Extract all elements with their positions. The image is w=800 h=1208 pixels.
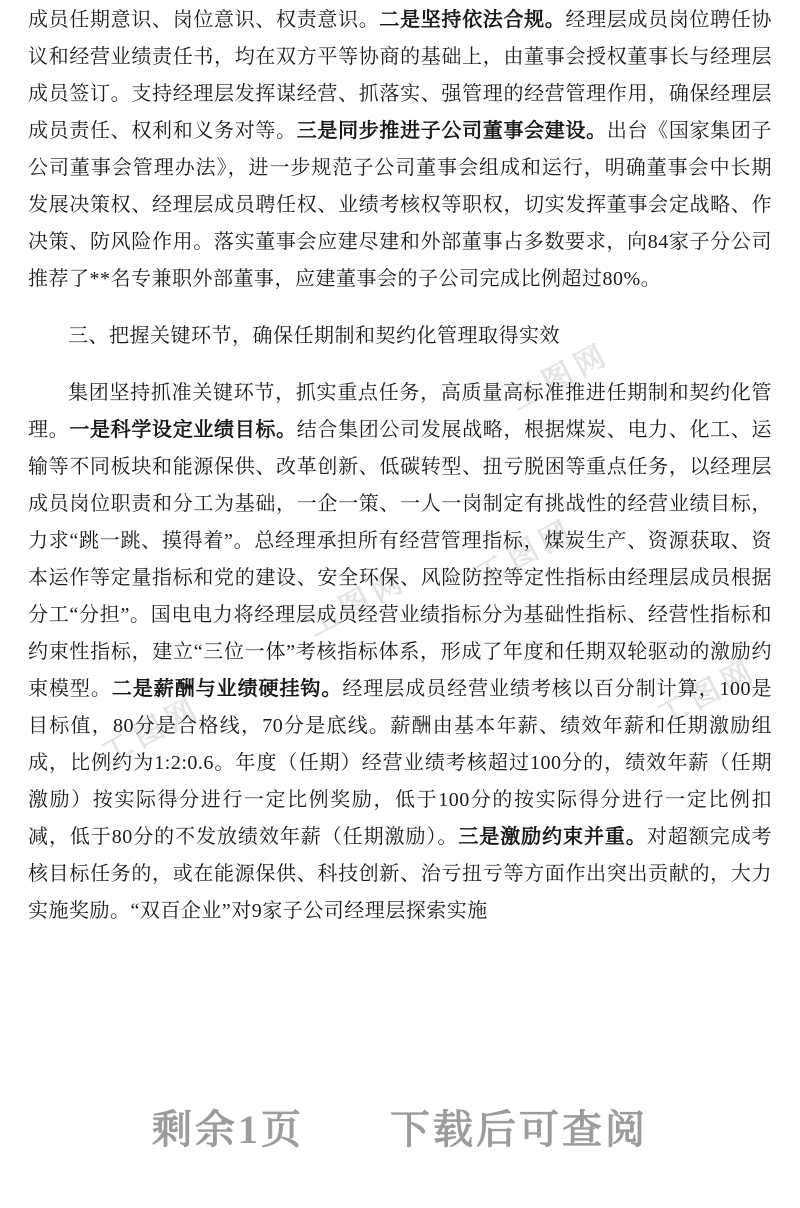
text-segment: 出台《国家集团子公司董事会管理办法》，进一步规范子公司董事会组成和运行，明确董事会中长期发展决策权、经理层成员聘任权、业绩考核权等职权，切实发挥董事会定战略、作决策、防风险作用。落实董事会应建尽建和外部董事占多数要求，向84家子分公司推荐了**名专兼职外部董事，应建董事会的子公司完成比例超过80%。 <box>28 120 773 290</box>
watermark: 工图网 <box>652 653 764 734</box>
text-segment-bold: 一是科学设定业绩目标。 <box>69 419 297 441</box>
paragraph <box>28 375 772 930</box>
download-hint-label: 下载后可查阅 <box>390 1107 648 1152</box>
text-segment-bold: 二是薪酬与业绩硬挂钩。 <box>111 678 343 700</box>
text-segment-bold: 三是同步推进子公司董事会建设。 <box>296 120 607 142</box>
watermark: 工图网 <box>470 513 582 594</box>
watermark: 工图网 <box>505 337 617 418</box>
text-segment: 结合集团公司发展战略，根据煤炭、电力、化工、运输等不同板块和能源保供、改革创新、低碳转型、扭亏脱困等重点任务，以经理层成员岗位职责和分工为基础，一企一策、一人一岗制定有挑战性的经营业绩目标，力求“跳一跳、摸得着”。总经理承担所有经营管理指标，煤炭生产、资源获取、资本运作等定量指标和党的建设、安全环保、风险防控等定性指标由经理层成员根据分工“分担”。国电电力将经理层成员经营业绩指标分为基础性指标、经营性指标和约束性指标，建立“三位一体”考核指标体系，形成了年度和任期双轮驱动的激励约束模型。 <box>28 419 773 700</box>
text-segment: 经理层成员岗位聘任协议和经营业绩责任书，均在双方平等协商的基础上，由董事会授权董事长与经理层成员签订。支持经理层发挥谋经营、抓落实、强管理的经营管理作用，确保经理层成员责任、权利和义务对等。 <box>28 9 773 142</box>
text-segment-bold: 二是坚持依法合规。 <box>379 9 566 31</box>
paragraph <box>28 2 772 298</box>
text-segment: 三、把握关键环节，确保任期制和契约化管理取得实效 <box>68 325 560 347</box>
text-segment: 对超额完成考核目标任务的，或在能源保供、科技创新、治亏扭亏等方面作出突出贡献的，大力实施奖励。“双百企业”对9家子公司经理层探索实施 <box>28 826 773 922</box>
watermark: 工图网 <box>302 563 414 644</box>
watermark: 工图网 <box>96 691 208 772</box>
remaining-pages-label: 剩余1页 <box>152 1107 304 1152</box>
text-segment: 集团坚持抓准关键环节，抓实重点任务，高质量高标准推进任期制和契约化管理。 <box>28 382 772 441</box>
section-heading <box>28 318 772 355</box>
text-segment: 成员任期意识、岗位意识、权责意识。 <box>28 9 380 31</box>
text-segment: 经理层成员经营业绩考核以百分制计算，100是目标值，80分是合格线，70分是底线。薪酬由基本年薪、绩效年薪和任期激励组成，比例约为1:2:0.6。年度（任期）经营业绩考核超过100分的，绩效年薪（任期激励）按实际得分进行一定比例奖励，低于100分的按实际得分进行一定比例扣减，低于80分的不发放绩效年薪（任期激励）。 <box>28 678 773 848</box>
text-segment-bold: 三是激励约束并重。 <box>458 826 647 848</box>
footer-note <box>0 1098 800 1155</box>
